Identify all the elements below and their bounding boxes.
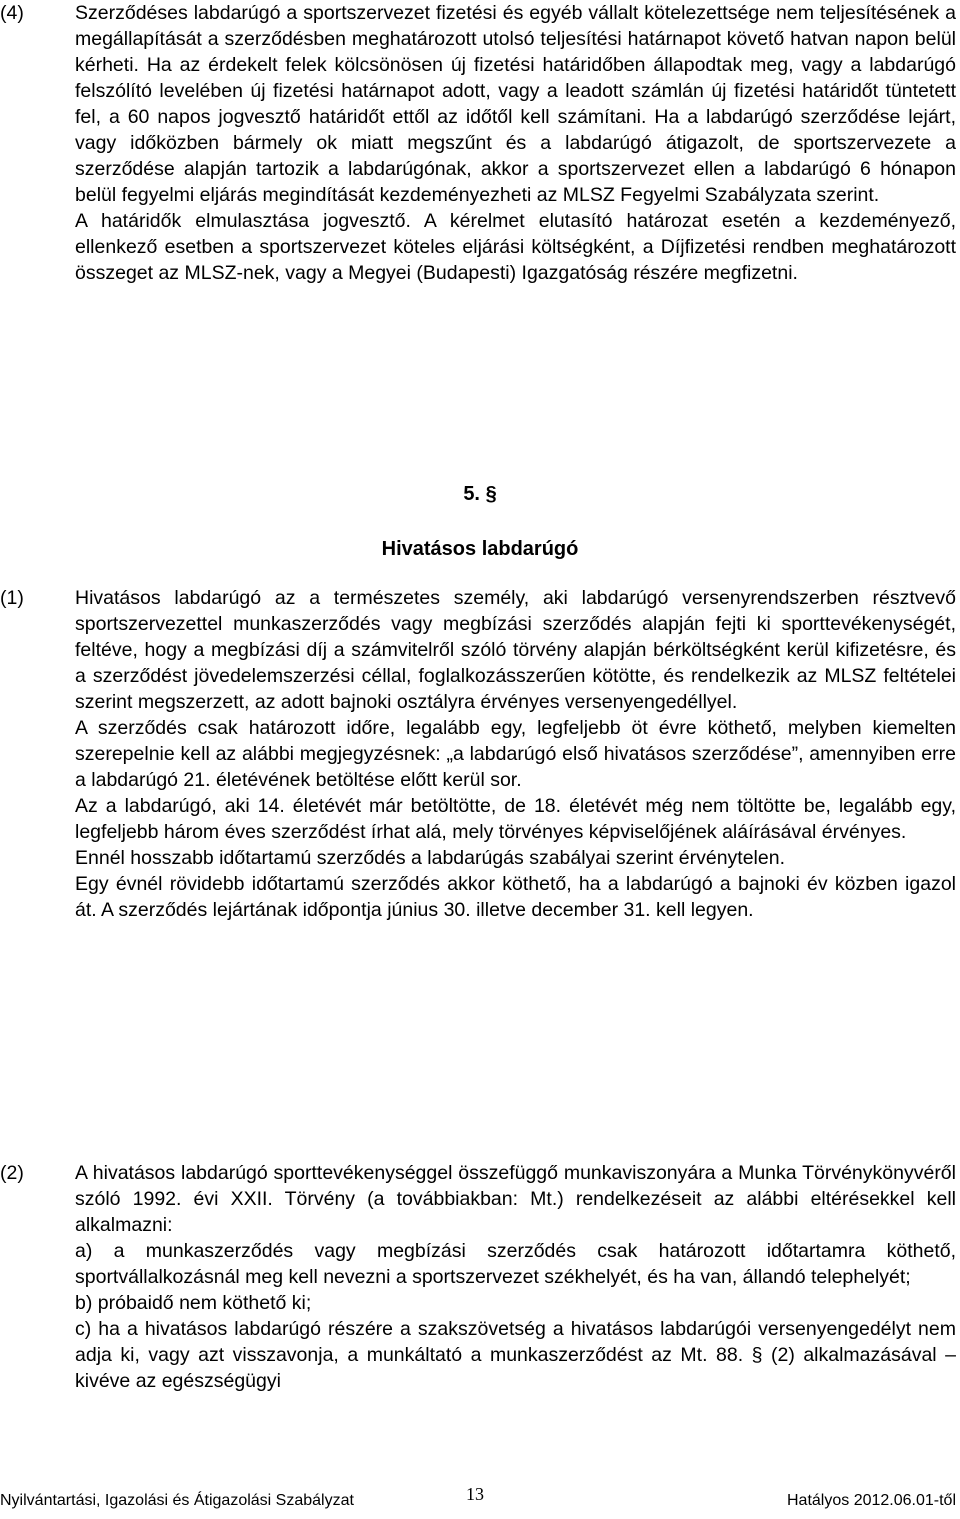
paragraph: Ennél hosszabb időtartamú szerződés a labdarúgás szabályai szerint érvénytelen.: [75, 847, 785, 869]
paragraph: Hivatásos labdarúgó az a természetes személy, aki labdarúgó versenyrendszerben résztvevő sportszervezettel munkaszerződés vagy megbízási szerződés alapján fejti ki sporttevékenységét, feltéve, hogy a megbízási díj a számvitelről szóló törvény alapján bérköltségként kerül kifizetésre, és a szerződést jövedelemszerzési céllal, foglalkozásszerűen kötötte, és rendelkezik az MLSZ feltételei szerint megszerzett, az adott bajnoki osztályra érvényes versenyengedéllyel.: [75, 587, 956, 713]
footer-document-title: Nyilvántartási, Igazolási és Átigazolási Szabályzat: [0, 1492, 354, 1509]
paragraph: A szerződés csak határozott időre, legalább egy, legfeljebb öt évre köthető, melyben kiemelten szerepelnie kell az alábbi megjegyzésnek: „a labdarúgó első hivatásos szerződése”, amennyiben erre a labdarúgó 21. életévének betöltése előtt kerül sor.: [75, 717, 956, 791]
section-number: (4): [0, 2, 24, 24]
paragraph: b) próbaidő nem köthető ki;: [75, 1292, 312, 1314]
footer-effective-date: Hatályos 2012.06.01-től: [787, 1492, 956, 1509]
section-4-body: [75, 0, 956, 286]
page-footer: [0, 1484, 960, 1514]
chapter-title: Hivatásos labdarúgó: [381, 538, 579, 560]
chapter-number-text: 5.: [463, 483, 480, 505]
section-1: [0, 585, 956, 923]
chapter-number: [0, 483, 960, 506]
section-number: (2): [0, 1162, 24, 1184]
paragraph: Az a labdarúgó, aki 14. életévét már betöltötte, de 18. életévét még nem töltötte be, legalább egy, legfeljebb három éves szerződést írhat alá, mely törvényes képviselőjének aláírásával érvényes.: [75, 795, 956, 843]
paragraph: A hivatásos labdarúgó sporttevékenységgel összefüggő munkaviszonyára a Munka Törvénykönyvéről szóló 1992. évi XXII. Törvény (a továbbiakban: Mt.) rendelkezéseit az alábbi eltérésekkel kell alkalmazni:: [75, 1162, 956, 1236]
paragraph: Egy évnél rövidebb időtartamú szerződés akkor köthető, ha a labdarúgó a bajnoki év közben igazol át. A szerződés lejártának időpontja június 30. illetve december 31. kell legyen.: [75, 873, 956, 921]
page-number: 13: [466, 1484, 484, 1504]
paragraph: A határidők elmulasztása jogvesztő. A kérelmet elutasító határozat esetén a kezdeményező, ellenkező esetben a sportszervezet köteles eljárási költségként, a Díjfizetési rendben meghatározott összeget az MLSZ-nek, vagy a Megyei (Budapesti) Igazgatóság részére megfizetni.: [75, 210, 956, 284]
paragraph: Szerződéses labdarúgó a sportszervezet fizetési és egyéb vállalt kötelezettsége nem teljesítésének a megállapítását a szerződésben meghatározott utolsó teljesítési határnapot követő hatvan napon belül kérheti. Ha az érdekelt felek kölcsönösen új fizetési határidőben állapodtak meg, vagy a labdarúgó felszólító levelében új fizetési határnapot adott, vagy a leadott számlán új fizetési határidőt tüntetett fel, a 60 napos jogvesztő határidőt ettől az időtől kell számítani. Ha a labdarúgó szerződése lejárt, vagy időközben bármely ok miatt megszűnt és a labdarúgó átigazolt, de sportszervezete a szerződése alapján tartozik a labdarúgónak, akkor a sportszervezet ellen a labdarúgó 6 hónapon belül fegyelmi eljárás megindítását kezdeményezheti az MLSZ Fegyelmi Szabályzata szerint.: [75, 2, 956, 206]
section-4: [0, 0, 956, 286]
section-1-body: [75, 585, 956, 923]
section-sign: §: [485, 483, 497, 505]
paragraph: c) ha a hivatásos labdarúgó részére a szakszövetség a hivatásos labdarúgói versenyengedélyt nem adja ki, vagy azt visszavonja, a munkáltató a munkaszerződést az Mt. 88. § (2) alkalmazásával – kivéve az egészségügyi: [75, 1318, 956, 1392]
section-2-body: [75, 1160, 956, 1394]
paragraph: a) a munkaszerződés vagy megbízási szerződés csak határozott időtartamra köthető, sportvállalkozásnál meg kell nevezni a sportszervezet székhelyét, és ha van, állandó telephelyét;: [75, 1240, 956, 1288]
section-2: [0, 1160, 956, 1394]
section-number: (1): [0, 587, 24, 609]
